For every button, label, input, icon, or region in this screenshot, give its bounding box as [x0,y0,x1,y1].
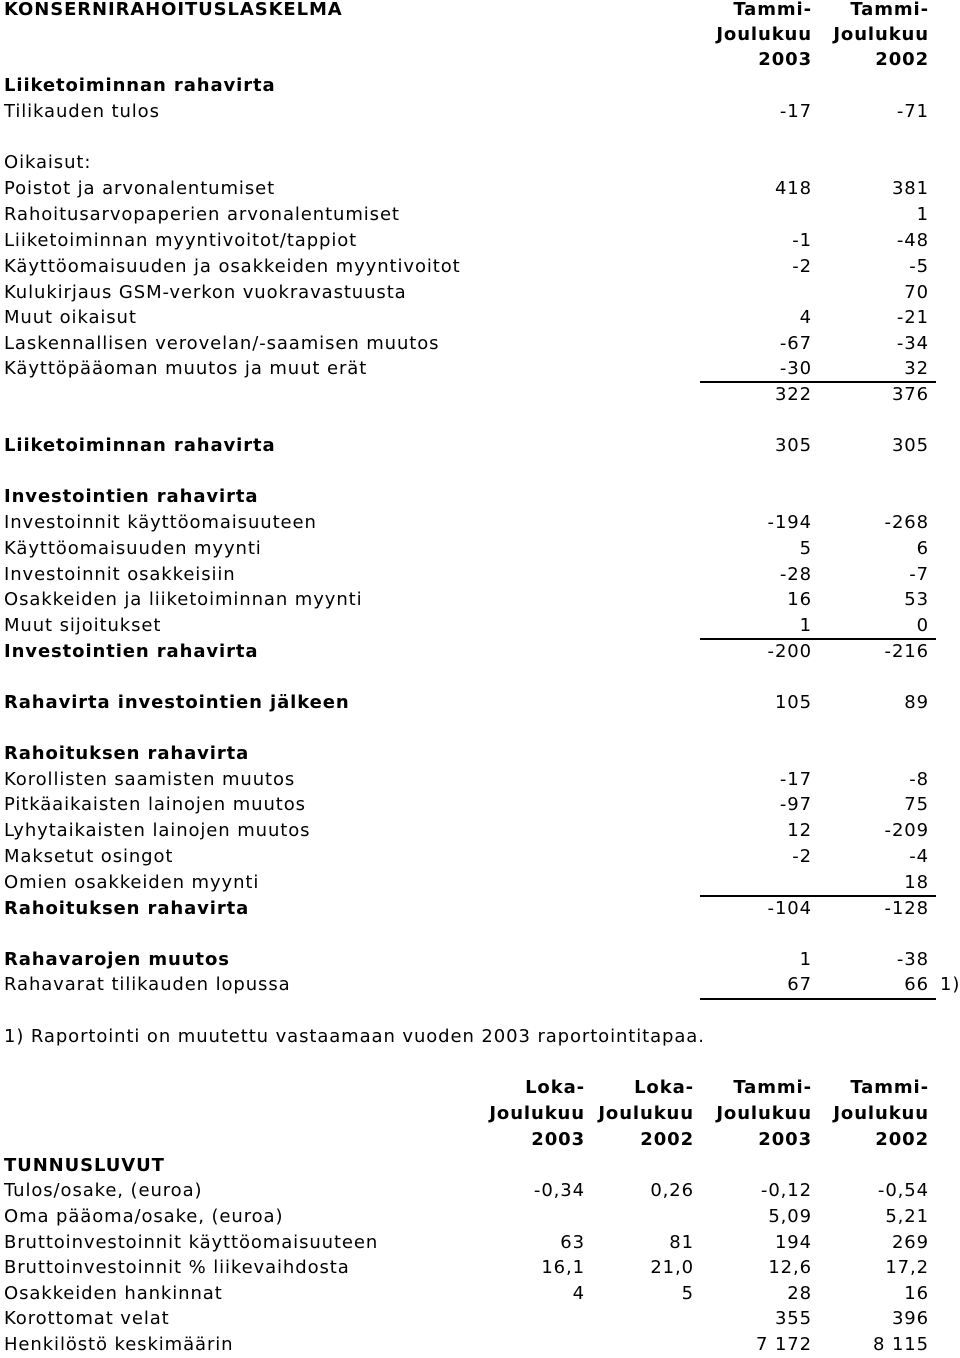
row-value-2002: 53 [904,589,929,610]
row-label: Rahavarat tilikauden lopussa [4,974,291,995]
row-value-2002: -209 [884,820,929,841]
row-value: 17,2 [885,1257,929,1278]
row-label: Liiketoiminnan rahavirta [4,435,276,456]
kf-col2-header-line3: 2002 [640,1129,694,1150]
kf-col3-header-line1: Tammi- [733,1077,812,1098]
row-value: 16 [904,1283,929,1304]
table-row [0,741,960,767]
row-value-2002: -48 [896,230,929,251]
row-value: 269 [891,1232,929,1253]
row-label: Investointien rahavirta [4,486,259,507]
row-value-2003: -30 [779,358,812,379]
row-label: Investointien rahavirta [4,641,259,662]
table-row [0,587,960,613]
row-value-2003: -1 [792,230,812,251]
row-label: Omien osakkeiden myynti [4,872,260,893]
row-label: Lyhytaikaisten lainojen muutos [4,820,311,841]
kf-header-row-2 [0,1101,960,1127]
header-row-2 [0,22,960,48]
footnote [0,1024,960,1050]
row-value-2002: -8 [909,769,929,790]
table-row [0,767,960,793]
row-label: Käyttöomaisuuden ja osakkeiden myyntivoitot [4,256,461,277]
kf-col4-header-line2: Joulukuu [833,1103,929,1124]
table-row [0,1178,960,1204]
row-value-2002: 6 [916,538,929,559]
kf-header-row-3 [0,1127,960,1153]
row-value-2003: 305 [774,435,812,456]
row-value: -0,54 [877,1180,929,1201]
row-value: 8 115 [872,1334,929,1355]
row-value: 81 [669,1232,694,1253]
row-value-2003: -17 [779,769,812,790]
table-row [0,818,960,844]
table-row [0,99,960,125]
table-row [0,510,960,536]
row-value-2002: 75 [904,794,929,815]
kf-col2-header-line2: Joulukuu [598,1103,694,1124]
kf-col4-header-line1: Tammi- [850,1077,929,1098]
row-label: Rahoituksen rahavirta [4,743,250,764]
row-value-2003: 16 [787,589,812,610]
row-value-2003: 1 [799,949,812,970]
row-value-2003: 418 [774,178,812,199]
row-label: Muut sijoitukset [4,615,162,636]
row-label: Henkilöstö keskimäärin [4,1334,234,1355]
table-row [0,280,960,306]
row-value-2002: 66 [904,974,929,995]
row-label: Tulos/osake, (euroa) [4,1180,203,1201]
row-value-2002: -34 [896,333,929,354]
row-label: Poistot ja arvonalentumiset [4,178,276,199]
table-row [0,382,960,408]
row-value-2002: -7 [909,564,929,585]
table-row [0,972,960,998]
footnote-text: 1) Raportointi on muutettu vastaamaan vuoden 2003 raportointitapaa. [4,1026,705,1047]
table-row [0,792,960,818]
table-row [0,536,960,562]
table-row [0,202,960,228]
row-label: Käyttöpääoman muutos ja muut erät [4,358,368,379]
row-value: 0,26 [650,1180,694,1201]
table-row [0,690,960,716]
row-label: Oikaisut: [4,152,92,173]
row-value-2002: 376 [891,384,929,405]
row-label: Pitkäaikaisten lainojen muutos [4,794,306,815]
kf-col3-header-line2: Joulukuu [716,1103,812,1124]
row-label: Korottomat velat [4,1308,170,1329]
row-value-2002: 18 [904,872,929,893]
row-value: 4 [572,1283,585,1304]
row-value-2002: -216 [884,641,929,662]
row-value-2003: -200 [767,641,812,662]
row-value-2002: 381 [891,178,929,199]
table-row [0,331,960,357]
row-value-2003: -17 [779,101,812,122]
row-value: -0,12 [760,1180,812,1201]
table-row [0,433,960,459]
row-value-2002: -5 [909,256,929,277]
row-value-2002: 305 [891,435,929,456]
row-value-2002: 89 [904,692,929,713]
row-label: Rahavirta investointien jälkeen [4,692,350,713]
table-row [0,150,960,176]
table-row [0,1255,960,1281]
kf-header-row-1 [0,1075,960,1101]
table-row [0,1204,960,1230]
row-label: Rahoitusarvopaperien arvonalentumiset [4,204,400,225]
row-value-2002: -268 [884,512,929,533]
row-label: Liiketoiminnan myyntivoitot/tappiot [4,230,358,251]
row-label: Käyttöomaisuuden myynti [4,538,262,559]
row-value-2003: -28 [779,564,812,585]
col1-header-line2: Joulukuu [716,24,812,45]
row-value-2002: 32 [904,358,929,379]
header-row-3 [0,47,960,73]
row-value: 5 [681,1283,694,1304]
row-label: Osakkeiden hankinnat [4,1283,223,1304]
kf-col1-header-line1: Loka- [525,1077,585,1098]
row-label: Maksetut osingot [4,846,174,867]
row-value-2002: 1 [916,204,929,225]
row-label: Rahavarojen muutos [4,949,230,970]
row-value-2002: -71 [896,101,929,122]
table-row [0,870,960,896]
row-label: Liiketoiminnan rahavirta [4,75,276,96]
row-value-2002: -38 [896,949,929,970]
row-value-2003: 67 [787,974,812,995]
section-title: TUNNUSLUVUT [4,1155,165,1176]
header-row-1 [0,0,960,23]
table-row [0,613,960,639]
row-label: Bruttoinvestoinnit käyttöomaisuuteen [4,1232,379,1253]
row-value-2003: 105 [774,692,812,713]
table-row [0,947,960,973]
row-value-2002: 70 [904,282,929,303]
footnote-marker: 1) [940,974,960,995]
col2-header-line1: Tammi- [850,0,929,20]
kf-col1-header-line2: Joulukuu [489,1103,585,1124]
row-value-2002: -128 [884,898,929,919]
row-value: 12,6 [768,1257,812,1278]
row-label: Kulukirjaus GSM-verkon vuokravastuusta [4,282,407,303]
row-value: 21,0 [650,1257,694,1278]
row-label: Laskennallisen verovelan/-saamisen muutos [4,333,440,354]
row-value-2003: 4 [799,307,812,328]
table-row [0,896,960,922]
row-value-2003: 1 [799,615,812,636]
table-row [0,73,960,99]
table-row [0,844,960,870]
col2-header-line2: Joulukuu [833,24,929,45]
row-label: Rahoituksen rahavirta [4,898,250,919]
total-rule [700,998,936,1000]
kf-col1-header-line3: 2003 [531,1129,585,1150]
page-title: KONSERNIRAHOITUSLASKELMA [4,0,343,20]
col1-header-line3: 2003 [758,49,812,70]
row-value: -0,34 [533,1180,585,1201]
row-label: Bruttoinvestoinnit % liikevaihdosta [4,1257,350,1278]
table-row [0,1332,960,1358]
row-value-2003: 12 [787,820,812,841]
row-value-2003: -104 [767,898,812,919]
kf-col3-header-line3: 2003 [758,1129,812,1150]
row-value: 7 172 [755,1334,812,1355]
row-value-2002: 0 [916,615,929,636]
col1-header-line1: Tammi- [733,0,812,20]
row-value-2003: 5 [799,538,812,559]
row-value: 5,09 [768,1206,812,1227]
kf-title-row [0,1153,960,1179]
row-value: 63 [560,1232,585,1253]
row-value: 28 [787,1283,812,1304]
row-value-2003: -97 [779,794,812,815]
row-value: 396 [891,1308,929,1329]
table-row [0,639,960,665]
row-label: Investoinnit käyttöomaisuuteen [4,512,317,533]
row-value-2003: 322 [774,384,812,405]
table-row [0,1281,960,1307]
row-label: Osakkeiden ja liiketoiminnan myynti [4,589,363,610]
table-row [0,305,960,331]
table-row [0,1230,960,1256]
col2-header-line3: 2002 [875,49,929,70]
row-label: Tilikauden tulos [4,101,160,122]
row-value-2003: -2 [792,846,812,867]
row-value-2002: -4 [909,846,929,867]
row-value-2003: -67 [779,333,812,354]
row-value-2002: -21 [896,307,929,328]
row-label: Muut oikaisut [4,307,137,328]
table-row [0,176,960,202]
table-row [0,356,960,382]
table-row [0,1306,960,1332]
row-label: Korollisten saamisten muutos [4,769,296,790]
row-value: 194 [774,1232,812,1253]
table-row [0,484,960,510]
kf-col4-header-line3: 2002 [875,1129,929,1150]
row-value-2003: -194 [767,512,812,533]
table-row [0,562,960,588]
table-row [0,228,960,254]
row-value-2003: -2 [792,256,812,277]
row-value: 355 [774,1308,812,1329]
row-label: Investoinnit osakkeisiin [4,564,236,585]
table-row [0,254,960,280]
row-value: 16,1 [541,1257,585,1278]
kf-col2-header-line1: Loka- [634,1077,694,1098]
row-label: Oma pääoma/osake, (euroa) [4,1206,284,1227]
row-value: 5,21 [885,1206,929,1227]
